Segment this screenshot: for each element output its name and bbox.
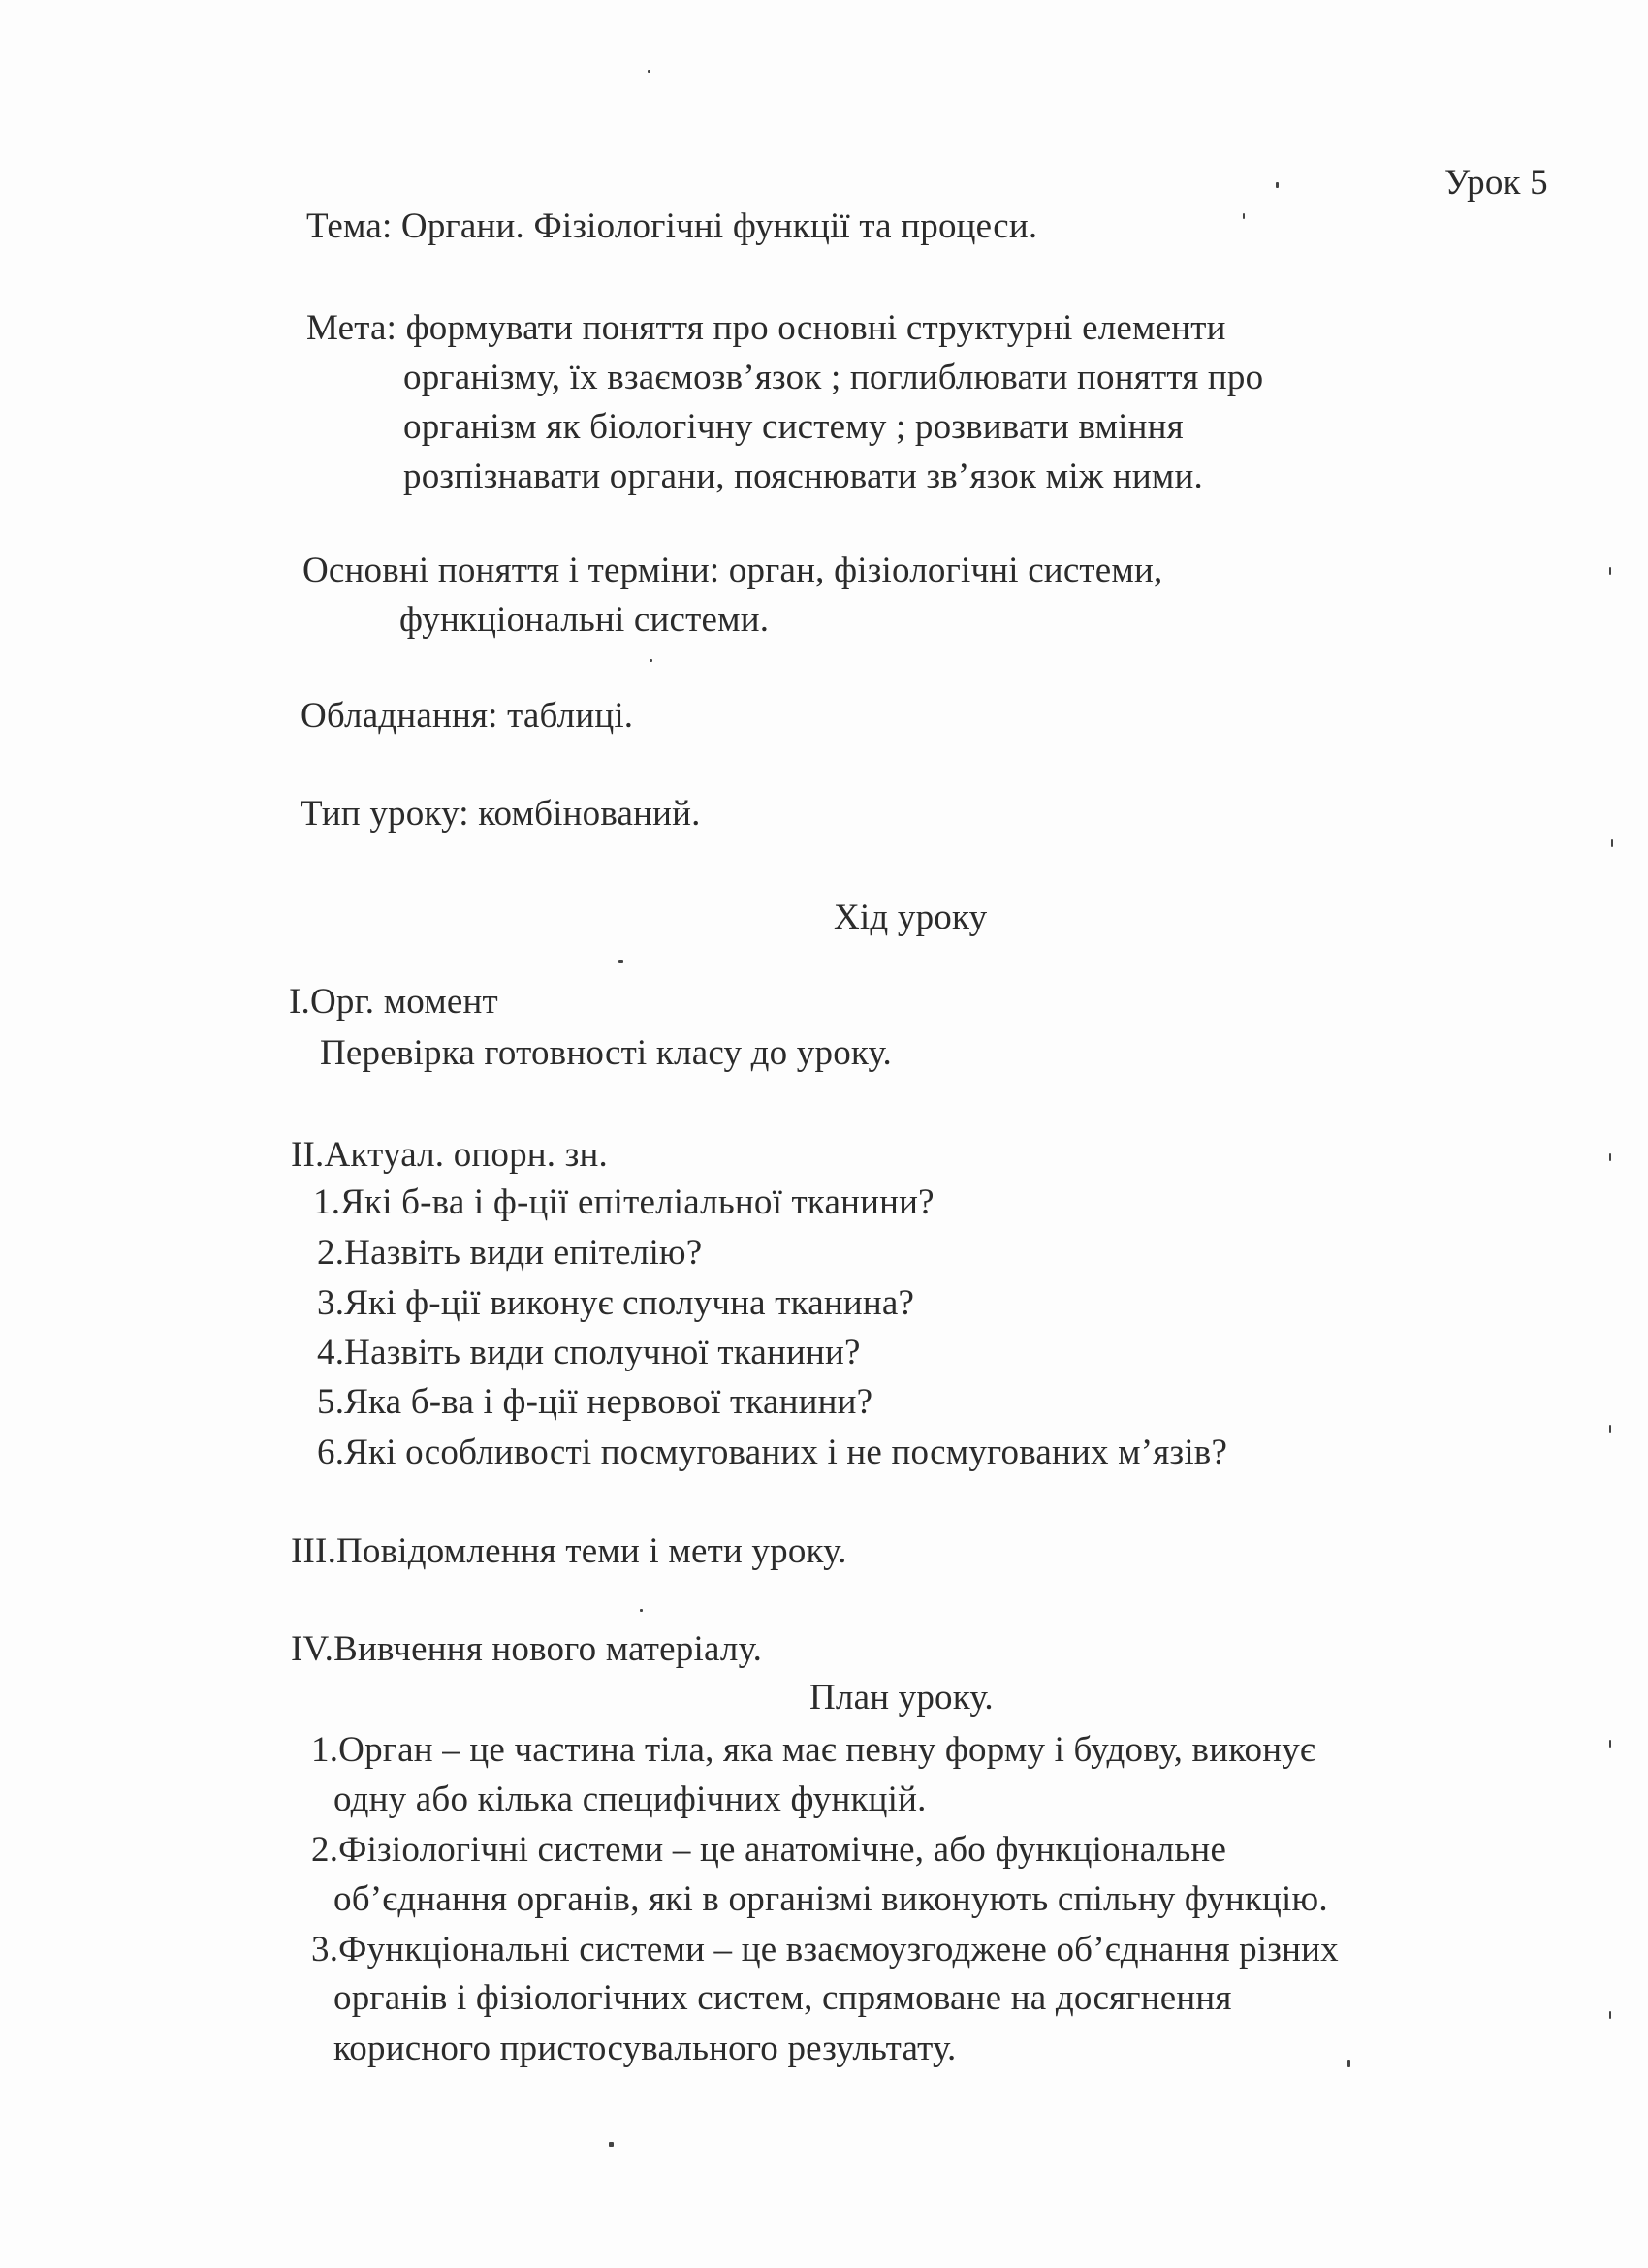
- scan-speck: [618, 960, 623, 963]
- scan-speck: [1609, 2011, 1611, 2019]
- question-item: 5.Яка б-ва і ф-ції нервової тканини?: [317, 1382, 873, 1422]
- plan-item-1-line-1: 1.Орган – це частина тіла, яка має певну форму і будову, виконує: [311, 1730, 1316, 1770]
- question-item: 6.Які особливості посмугованих і не посмугованих м’язів?: [317, 1433, 1228, 1472]
- section-3-title: ІІІ.Повідомлення теми і мети уроку.: [291, 1531, 847, 1571]
- scan-speck: [650, 659, 652, 662]
- terms-line-2: функціональні системи.: [399, 600, 770, 640]
- plan-item-3-line-3: корисного пристосувального результату.: [333, 2029, 957, 2068]
- scan-speck: [1609, 1425, 1611, 1433]
- plan-item-2-line-1: 2.Фізіологічні системи – це анатомічне, або функціональне: [311, 1830, 1227, 1870]
- section-1-text: Перевірка готовності класу до уроку.: [320, 1033, 892, 1073]
- goal-line-1: Мета: формувати поняття про основні структурні елементи: [306, 308, 1226, 348]
- terms-line-1: Основні поняття і терміни: орган, фізіологічні системи,: [302, 551, 1163, 590]
- question-item: 3.Які ф-ції виконує сполучна тканина?: [317, 1283, 915, 1323]
- scan-speck: [648, 70, 650, 73]
- scan-speck: [1609, 1740, 1611, 1748]
- plan-title: План уроку.: [809, 1678, 994, 1717]
- scan-speck: [1609, 1153, 1611, 1161]
- scan-speck: [1243, 213, 1245, 219]
- plan-item-3-line-2: органів і фізіологічних систем, спрямоване на досягнення: [333, 1978, 1232, 2018]
- lesson-type: Тип уроку: комбінований.: [301, 794, 701, 834]
- question-item: 2.Назвіть види епітелію?: [317, 1233, 703, 1273]
- scan-speck: [609, 2142, 614, 2147]
- scan-speck: [1609, 567, 1611, 575]
- lesson-progress-heading: Хід уроку: [834, 898, 988, 937]
- goal-line-2: організму, їх взаємозв’язок ; поглиблювати поняття про: [403, 358, 1264, 397]
- scan-speck: [640, 1609, 643, 1612]
- question-item: 1.Які б-ва і ф-ції епітеліальної тканини?: [313, 1182, 935, 1222]
- plan-item-1-line-2: одну або кілька специфічних функцій.: [333, 1780, 927, 1819]
- lesson-topic: Тема: Органи. Фізіологічні функції та процеси.: [306, 206, 1038, 246]
- goal-line-4: розпізнавати органи, пояснювати зв’язок між ними.: [403, 457, 1203, 496]
- section-1-title: І.Орг. момент: [289, 982, 498, 1022]
- section-2-title: ІІ.Актуал. опорн. зн.: [291, 1135, 608, 1175]
- lesson-number: Урок 5: [1444, 163, 1548, 203]
- goal-line-3: організм як біологічну систему ; розвивати вміння: [403, 407, 1184, 447]
- section-4-title: ІV.Вивчення нового матеріалу.: [291, 1629, 763, 1669]
- plan-item-3-line-1: 3.Функціональні системи – це взаємоузгоджене об’єднання різних: [311, 1930, 1339, 1969]
- scan-speck: [1611, 839, 1613, 847]
- equipment: Обладнання: таблиці.: [301, 696, 634, 736]
- plan-item-2-line-2: об’єднання органів, які в організмі виконують спільну функцію.: [333, 1879, 1328, 1919]
- scan-speck: [1347, 2060, 1350, 2067]
- scan-speck: [1276, 182, 1279, 188]
- question-item: 4.Назвіть види сполучної тканини?: [317, 1333, 861, 1372]
